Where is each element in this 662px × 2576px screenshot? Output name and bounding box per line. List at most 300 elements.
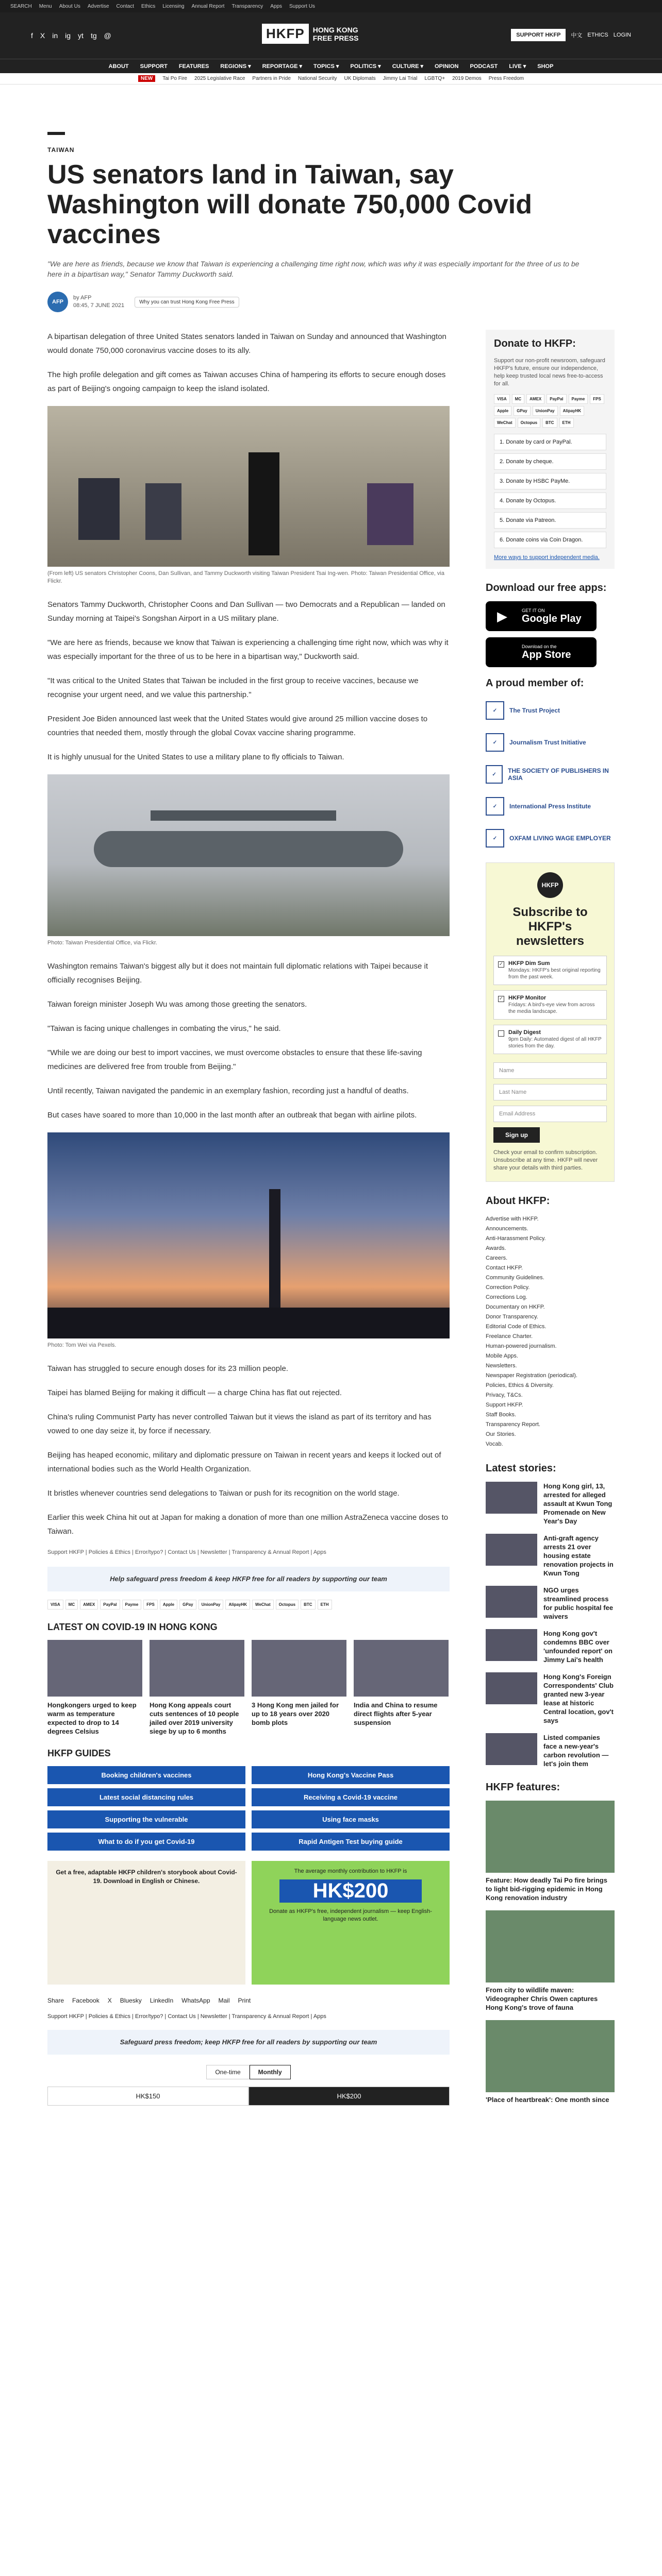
paragraph: It bristles whenever countries send delegations to Taiwan or push for its recognition on the world stage. <box>47 1489 400 1498</box>
payment-logo: Apple <box>494 406 511 416</box>
donate-option[interactable]: 1. Donate by card or PayPal. <box>494 434 606 450</box>
story-thumb <box>486 1733 537 1765</box>
title-rule <box>47 132 65 135</box>
about-link[interactable]: Newspaper Registration (periodical). <box>486 1372 577 1379</box>
feature-card[interactable] <box>486 2020 615 2104</box>
about-link[interactable]: Anti-Harassment Policy. <box>486 1235 546 1242</box>
safeguard-banner[interactable]: Safeguard press freedom; keep HKFP free for all readers by supporting our team <box>47 2030 450 2055</box>
plane-fuselage <box>94 831 403 867</box>
social-icon[interactable]: in <box>52 31 58 40</box>
nav-item[interactable]: FEATURES <box>178 63 209 70</box>
main-nav <box>0 59 662 73</box>
payment-logos <box>494 394 606 428</box>
freq-toggle <box>47 2065 450 2079</box>
donate-title: Donate to HKFP: <box>494 338 576 349</box>
app-store-button[interactable] <box>486 637 597 667</box>
about-link[interactable]: Contact HKFP. <box>486 1265 523 1271</box>
promo-title: The average monthly contribution to HKFP is <box>294 1868 407 1874</box>
amount-200[interactable]: HK$200 <box>249 2087 450 2106</box>
feature-title: 'Place of heartbreak': One month since <box>486 2096 609 2104</box>
donate-text: Support our non-profit newsroom, safeguard HKFP's future, ensure our independence, help keep trusted local news free-to-access for all. <box>494 358 605 387</box>
social-icon[interactable]: tg <box>90 31 97 40</box>
member-name: Journalism Trust Initiative <box>509 739 586 746</box>
covid-card[interactable] <box>354 1640 449 1736</box>
newsletter-desc: Fridays: A bird's-eye view from across the media landscape. <box>508 1002 595 1014</box>
paragraph: "While we are doing our best to import vaccines, we must overcome obstacles to ensure that these life-saving medicines are delivered free from trouble from Beijing." <box>47 1048 422 1071</box>
story-thumb <box>486 1534 537 1566</box>
topbar-link[interactable]: Support Us <box>289 3 316 9</box>
apple-big: App Store <box>522 649 571 660</box>
new-badge: NEW <box>138 75 155 82</box>
member-logo[interactable] <box>486 824 615 852</box>
about-list <box>486 1214 615 1449</box>
figure-3 <box>249 452 279 555</box>
payment-logo: Octopus <box>518 418 540 428</box>
about-link[interactable]: Transparency Report. <box>486 1421 540 1428</box>
google-big: Google Play <box>522 613 582 624</box>
paragraphs-c <box>47 959 450 1122</box>
freq-monthly[interactable]: Monthly <box>250 2065 291 2079</box>
payment-logo: BTC <box>542 418 557 428</box>
about-link[interactable]: Human-powered journalism. <box>486 1343 557 1349</box>
latest-story[interactable] <box>486 1586 615 1621</box>
guide-button[interactable]: Using face masks <box>252 1810 450 1828</box>
nav-item[interactable]: CULTURE ▾ <box>392 63 423 70</box>
nav-item[interactable]: REPORTAGE ▾ <box>262 63 303 70</box>
about-link[interactable]: Careers. <box>486 1255 508 1261</box>
donate-option[interactable]: 6. Donate coins via Coin Dragon. <box>494 532 606 548</box>
guide-button[interactable]: Hong Kong's Vaccine Pass <box>252 1766 450 1784</box>
latest-story[interactable] <box>486 1629 615 1664</box>
member-name: THE SOCIETY OF PUBLISHERS IN ASIA <box>508 767 609 782</box>
donate-option[interactable]: 4. Donate by Octopus. <box>494 493 606 509</box>
story-title: NGO urges streamlined process for public hospital fee waivers <box>543 1586 614 1620</box>
support-hkfp-button[interactable]: SUPPORT HKFP <box>511 29 566 41</box>
paragraph: It is highly unusual for the United States to use a military plane to fly officials to Taiwan. <box>47 753 344 761</box>
nav-item[interactable]: REGIONS ▾ <box>220 63 251 70</box>
sidebar <box>486 330 615 2112</box>
skyline <box>47 1308 450 1338</box>
about-link[interactable]: Announcements. <box>486 1226 528 1232</box>
share-link[interactable]: WhatsApp <box>181 1997 210 2004</box>
payment-logo: Payme <box>122 1600 142 1609</box>
paragraph: Washington remains Taiwan's biggest ally but it does not maintain full diplomatic relations with Taipei because it officially recognises Beijing. <box>47 962 428 985</box>
payment-logo: AlipayHK <box>225 1600 250 1609</box>
photo-taipei <box>47 1132 450 1338</box>
covid-card[interactable] <box>150 1640 244 1736</box>
payment-logos-inline <box>47 1600 450 1609</box>
payment-logo: GPay <box>179 1600 196 1609</box>
topbar-link[interactable]: Advertise <box>87 3 109 9</box>
about-link[interactable]: Correction Policy. <box>486 1284 530 1291</box>
newsletter-option[interactable] <box>493 1025 607 1054</box>
guide-button[interactable]: What to do if you get Covid-19 <box>47 1833 245 1851</box>
apple-small: Download on the <box>522 643 557 649</box>
paragraph: "We are here as friends, because we know that Taiwan is experiencing a challenging time right now, which was why it was especially important for the three of us to be here in a bipartisan way," Duckworth said. <box>47 638 449 661</box>
newsletter-note: Check your email to confirm subscription. Unsubscribe at any time. HKFP will never share your details with third parties. <box>493 1149 598 1171</box>
paragraph: Until recently, Taiwan navigated the pandemic in an exemplary fashion, recording just a handful of deaths. <box>47 1087 409 1095</box>
story-title: Anti-graft agency arrests 21 over housing estate renovation projects in Kwun Tong <box>543 1534 614 1577</box>
feature-thumb <box>486 1910 615 1982</box>
member-icon: ✓ <box>486 765 503 784</box>
about-link[interactable]: Support HKFP. <box>486 1402 523 1408</box>
about-link[interactable]: Community Guidelines. <box>486 1275 544 1281</box>
latest-story[interactable] <box>486 1672 615 1725</box>
payment-logo: AMEX <box>80 1600 98 1609</box>
member-name: International Press Institute <box>509 803 591 810</box>
share-link[interactable]: Mail <box>218 1997 230 2004</box>
lang-switch[interactable]: 中文 <box>571 32 583 39</box>
topbar-link[interactable]: Contact <box>116 3 134 9</box>
share-link[interactable]: Print <box>238 1997 251 2004</box>
header-actions <box>511 29 631 41</box>
donate-option[interactable]: 3. Donate by HSBC PayMe. <box>494 473 606 489</box>
guide-button[interactable]: Supporting the vulnerable <box>47 1810 245 1828</box>
trending-item[interactable]: UK Diplomats <box>344 76 376 81</box>
share-link[interactable]: Bluesky <box>120 1997 142 2004</box>
logo-line2: FREE PRESS <box>312 33 359 42</box>
covid-thumb <box>354 1640 449 1697</box>
category-label[interactable]: TAIWAN <box>47 146 75 154</box>
about-link[interactable]: Mobile Apps. <box>486 1353 518 1359</box>
site-header <box>0 12 662 59</box>
topbar-link[interactable]: Menu <box>39 3 52 9</box>
donate-options <box>494 434 606 548</box>
nav-item[interactable]: SUPPORT <box>140 63 168 70</box>
about-title: About HKFP: <box>486 1195 550 1207</box>
covid-card-title: Hong Kong appeals court cuts sentences of 10 people jailed over 2019 university siege by up to 6 months <box>150 1701 239 1735</box>
publish-date: 08:45, 7 JUNE 2021 <box>73 302 125 309</box>
payment-logo: VISA <box>47 1600 63 1609</box>
covid-card[interactable] <box>252 1640 346 1736</box>
topbar-link[interactable]: Apps <box>270 3 283 9</box>
about-link[interactable]: Our Stories. <box>486 1431 516 1437</box>
member-logo[interactable] <box>486 728 615 756</box>
share-link[interactable]: LinkedIn <box>150 1997 174 2004</box>
payment-logo: PayPal <box>547 394 566 404</box>
checkbox[interactable] <box>498 1030 504 1037</box>
article-body <box>47 330 450 2106</box>
nav-item[interactable]: POLITICS ▾ <box>350 63 381 70</box>
about-link[interactable]: Editorial Code of Ethics. <box>486 1324 547 1330</box>
apps-title: Download our free apps: <box>486 582 607 594</box>
about-link[interactable]: Advertise with HKFP. <box>486 1216 539 1222</box>
feature-card[interactable] <box>486 1910 615 2012</box>
topbar-link[interactable]: Annual Report <box>191 3 225 9</box>
member-logo[interactable] <box>486 760 615 788</box>
photo-plane <box>47 774 450 936</box>
member-title: A proud member of: <box>486 677 584 689</box>
payment-logo: FPS <box>143 1600 158 1609</box>
article-title: US senators land in Taiwan, say Washington will donate 750,000 Covid vaccines <box>47 160 533 249</box>
figure-1 <box>78 478 120 540</box>
bottom-footer-links[interactable]: Support HKFP | Policies & Ethics | Error/typo? | Contact Us | Newsletter | Transparency & Annual Report | Apps <box>47 2013 326 2020</box>
newsletter-option[interactable] <box>493 956 607 985</box>
trending-item[interactable]: 2019 Demos <box>452 76 482 81</box>
byline-text <box>73 294 124 310</box>
topbar-link[interactable]: Ethics <box>141 3 156 9</box>
storybook-promo[interactable]: Get a free, adaptable HKFP children's storybook about Covid-19. Download in English or Chinese. <box>47 1861 245 1985</box>
top-utility-bar <box>0 0 662 12</box>
topbar-link[interactable]: Transparency <box>231 3 263 9</box>
logo-box: HKFP <box>262 24 309 44</box>
payment-logo: Apple <box>160 1600 177 1609</box>
covid-thumb <box>252 1640 346 1697</box>
payment-logo: ETH <box>559 418 574 428</box>
member-logo[interactable] <box>486 697 615 724</box>
about-link[interactable]: Policies, Ethics & Diversity. <box>486 1382 554 1388</box>
figure-4 <box>367 483 413 545</box>
plane-wing <box>151 810 336 821</box>
newsletter-box <box>486 862 615 1182</box>
payment-logo: AMEX <box>526 394 544 404</box>
payment-logo: VISA <box>494 394 510 404</box>
contribution-promo[interactable] <box>252 1861 450 1985</box>
latest-story[interactable] <box>486 1733 615 1768</box>
paragraph: Senators Tammy Duckworth, Christopher Coons and Dan Sullivan — two Democrats and a Republican — landed on Sunday morning at Taipei's Songshan Airport in a US military plane. <box>47 600 445 623</box>
story-title: Listed companies face a new-year's carbon revolution — let's join them <box>543 1734 609 1768</box>
paragraphs-b <box>47 598 450 764</box>
latest-title: Latest stories: <box>486 1463 556 1474</box>
paragraph: "It was critical to the United States that Taiwan be included in the first group to receive vaccines, because we recognise your urgent need, and we value this partnership." <box>47 676 419 699</box>
covid-grid <box>47 1640 450 1736</box>
about-link[interactable]: Corrections Log. <box>486 1294 527 1300</box>
story-title: Hong Kong gov't condemns BBC over 'unfounded report' on Jimmy Lai's health <box>543 1630 613 1664</box>
paragraph: Beijing has heaped economic, military and diplomatic pressure on Taiwan in recent years and keeps it locked out of international bodies such as the World Health Organization. <box>47 1451 441 1473</box>
checkbox[interactable]: ✓ <box>499 996 504 1002</box>
topbar-link[interactable]: Licensing <box>162 3 185 9</box>
nav-item[interactable]: LIVE ▾ <box>509 63 526 70</box>
payment-logo: GPay <box>514 406 530 416</box>
newsletter-option[interactable] <box>493 990 607 1020</box>
about-link[interactable]: Awards. <box>486 1245 506 1251</box>
guide-button[interactable]: Rapid Antigen Test buying guide <box>252 1833 450 1851</box>
member-icon: ✓ <box>486 797 504 816</box>
topbar-link[interactable]: SEARCH <box>10 3 32 9</box>
nav-item[interactable]: TOPICS ▾ <box>313 63 339 70</box>
checkbox[interactable]: ✓ <box>499 961 504 967</box>
trending-nav <box>0 73 662 84</box>
freq-once[interactable]: One-time <box>206 2065 249 2079</box>
share-link[interactable]: Facebook <box>72 1997 100 2004</box>
features-list <box>486 1801 615 2104</box>
payment-logo: Octopus <box>276 1600 299 1609</box>
latest-story[interactable] <box>486 1482 615 1526</box>
payment-logo: ETH <box>318 1600 332 1609</box>
promo-row <box>47 1861 450 1985</box>
member-icon: ✓ <box>486 733 504 752</box>
feature-card[interactable] <box>486 1801 615 1902</box>
guide-button[interactable]: Booking children's vaccines <box>47 1766 245 1784</box>
caption-2: Photo: Taiwan Presidential Office, via Flickr. <box>47 940 157 946</box>
nav-item[interactable]: ABOUT <box>108 63 129 70</box>
about-link[interactable]: Staff Books. <box>486 1412 517 1418</box>
trending-item[interactable]: Tai Po Fire <box>162 76 187 81</box>
newsletter-name: HKFP Monitor <box>508 995 547 1001</box>
payment-logo: Payme <box>569 394 588 404</box>
newsletter-name: Daily Digest <box>508 1029 541 1036</box>
latest-story[interactable] <box>486 1534 615 1578</box>
author-name[interactable]: by AFP <box>73 295 92 301</box>
trending-item[interactable]: LGBTQ+ <box>424 76 445 81</box>
content-area <box>47 330 615 2576</box>
paragraph: The high profile delegation and gift comes as Taiwan accuses China of hampering its efforts to secure enough doses as part of Beijing's ongoing campaign to keep the island isolated. <box>47 370 446 393</box>
caption-3: Photo: Tom Wei via Pexels. <box>47 1342 117 1348</box>
google-small: GET IT ON <box>522 607 545 613</box>
newsletter-logo: HKFP <box>537 872 563 898</box>
help-banner[interactable]: Help safeguard press freedom & keep HKFP free for all readers by supporting our team <box>47 1567 450 1591</box>
logo-text <box>313 26 359 42</box>
member-name: OXFAM LIVING WAGE EMPLOYER <box>509 835 611 842</box>
paragraph: Taipei has blamed Beijing for making it difficult — a charge China has flat out rejected. <box>47 1388 342 1397</box>
newsletter-desc: 9pm Daily: Automated digest of all HKFP stories from the day. <box>508 1037 602 1049</box>
trust-button[interactable]: Why you can trust Hong Kong Free Press <box>135 297 239 308</box>
donate-option[interactable]: 5. Donate via Patreon. <box>494 512 606 529</box>
covid-card-title: India and China to resume direct flights after 5-year suspension <box>354 1701 438 1726</box>
story-thumb <box>486 1482 537 1514</box>
story-thumb <box>486 1672 537 1704</box>
payment-logo: WeChat <box>494 418 516 428</box>
more-ways-link[interactable]: More ways to support independent media. <box>494 554 600 561</box>
share-link[interactable]: Share <box>47 1997 64 2004</box>
social-icon[interactable]: yt <box>78 31 84 40</box>
member-icon: ✓ <box>486 829 504 848</box>
newsletter-input[interactable]: Name <box>493 1062 607 1079</box>
story-thumb <box>486 1629 537 1661</box>
trending-items <box>162 76 524 81</box>
article-lede: "We are here as friends, because we know that Taiwan is experiencing a challenging time right now, which was why it was especially important for the three of us to be here in a bipartisan way," Senator Tammy Duckworth said. <box>47 260 580 278</box>
covid-card[interactable] <box>47 1640 142 1736</box>
covid-thumb <box>47 1640 142 1697</box>
amount-150[interactable]: HK$150 <box>47 2087 249 2106</box>
member-name: The Trust Project <box>509 707 560 714</box>
nav-item[interactable]: PODCAST <box>470 63 498 70</box>
social-icon[interactable]: X <box>40 31 45 40</box>
paragraph: But cases have soared to more than 10,000 in the last month after an outbreak that began with airline pilots. <box>47 1111 417 1120</box>
figure-2 <box>145 483 181 540</box>
covid-title: LATEST ON COVID-19 IN HONG KONG <box>47 1622 218 1632</box>
paragraph: Taiwan has struggled to secure enough doses for its 23 million people. <box>47 1364 288 1373</box>
guides-grid <box>47 1766 450 1851</box>
ethics-link[interactable]: ETHICS <box>587 32 608 38</box>
payment-logo: MC <box>512 394 524 404</box>
share-link[interactable]: X <box>107 1997 112 2004</box>
topbar-link[interactable]: About Us <box>59 3 80 9</box>
feature-title: From city to wildlife maven: Videographer Chris Owen captures Hong Kong's trove of fauna <box>486 1986 598 2011</box>
caption-1: (From left) US senators Christopher Coons, Dan Sullivan, and Tammy Duckworth visiting Taiwan President Tsai Ing-wen. Photo: Taiwan Presidential Office, via Flickr. <box>47 570 444 584</box>
member-icon: ✓ <box>486 701 504 720</box>
promo-amount: HK$200 <box>279 1879 422 1903</box>
nav-item[interactable]: SHOP <box>537 63 554 70</box>
feature-thumb <box>486 2020 615 2092</box>
paragraph: "Taiwan is facing unique challenges in combating the virus," he said. <box>47 1024 281 1033</box>
paragraph: A bipartisan delegation of three United States senators landed in Taiwan on Sunday and announced that Washington would donate 750,000 coronavirus vaccine doses to its ally. <box>47 332 446 355</box>
logo-line1: HONG KONG <box>312 25 358 34</box>
guide-button[interactable]: Latest social distancing rules <box>47 1788 245 1806</box>
social-links <box>31 31 111 40</box>
covid-card-title: 3 Hong Kong men jailed for up to 18 years over 2020 bomb plots <box>252 1701 339 1726</box>
features-title: HKFP features: <box>486 1782 560 1793</box>
story-title: Hong Kong girl, 13, arrested for alleged assault at Kwun Tong Promenade on New Year's Day <box>543 1482 613 1525</box>
trending-item[interactable]: Press Freedom <box>488 76 524 81</box>
member-list <box>486 697 615 852</box>
payment-logo: AlipayHK <box>560 406 585 416</box>
covid-card-title: Hongkongers urged to keep warm as temperature expected to drop to 14 degrees Celsius <box>47 1701 137 1735</box>
share-bar <box>47 1997 450 2004</box>
latest-stories <box>486 1482 615 1768</box>
payment-logo: UnionPay <box>198 1600 224 1609</box>
about-link[interactable]: Newsletters. <box>486 1363 517 1369</box>
site-logo[interactable] <box>262 24 358 44</box>
trending-item[interactable]: Partners in Pride <box>252 76 291 81</box>
google-play-button[interactable] <box>486 601 597 631</box>
about-link[interactable]: Donor Transparency. <box>486 1314 538 1320</box>
paragraph: China's ruling Communist Party has never controlled Taiwan but it views the island as part of its territory and has vowed to one day seize it, by force if necessary. <box>47 1413 432 1435</box>
paragraphs-d <box>47 1362 450 1538</box>
about-link[interactable]: Freelance Charter. <box>486 1333 533 1340</box>
payment-logo: WeChat <box>252 1600 274 1609</box>
paragraph: Earlier this week China hit out at Japan for making a donation of more than one million AstraZeneca vaccine doses to Taiwan. <box>47 1513 449 1536</box>
story-thumb <box>486 1586 537 1618</box>
signup-button[interactable]: Sign up <box>493 1127 540 1143</box>
byline <box>47 292 615 312</box>
play-icon: ▶ <box>497 608 507 624</box>
about-link[interactable]: Privacy, T&Cs. <box>486 1392 523 1398</box>
story-title: Hong Kong's Foreign Correspondents' Club granted new 3-year lease at historic Central location, gov't says <box>543 1673 614 1724</box>
social-icon[interactable]: ig <box>65 31 71 40</box>
donate-box <box>486 330 615 569</box>
author-avatar: AFP <box>47 292 68 312</box>
payment-logo: MC <box>65 1600 78 1609</box>
nav-item[interactable]: OPINION <box>435 63 459 70</box>
paragraphs-a <box>47 330 450 396</box>
paragraph: President Joe Biden announced last week that the United States would give around 25 million vaccine doses to countries that needed them, mostly through the global Covax vaccine sharing programme. <box>47 715 428 737</box>
social-icon[interactable]: f <box>31 31 33 40</box>
payment-logo: UnionPay <box>533 406 558 416</box>
feature-thumb <box>486 1801 615 1873</box>
login-link[interactable]: LOGIN <box>613 32 631 38</box>
about-link[interactable]: Documentary on HKFP. <box>486 1304 545 1310</box>
donate-option[interactable]: 2. Donate by cheque. <box>494 453 606 470</box>
newsletter-input[interactable]: Last Name <box>493 1084 607 1100</box>
guides-title: HKFP GUIDES <box>47 1748 111 1758</box>
page-wrap <box>47 132 615 2576</box>
article-footer-links[interactable]: Support HKFP | Policies & Ethics | Error/typo? | Contact Us | Newsletter | Transparency & Annual Report | Apps <box>47 1549 326 1555</box>
newsletter-fields <box>493 1062 607 1122</box>
amount-row <box>47 2087 450 2106</box>
member-logo[interactable] <box>486 792 615 820</box>
newsletter-options <box>493 956 607 1054</box>
newsletter-input[interactable]: Email Address <box>493 1106 607 1122</box>
trending-item[interactable]: National Security <box>297 76 337 81</box>
promo-text: Donate as HKFP's free, independent journalism — keep English-language news outlet. <box>269 1908 432 1922</box>
trending-item[interactable]: Jimmy Lai Trial <box>383 76 418 81</box>
newsletter-name: HKFP Dim Sum <box>508 960 550 967</box>
payment-logo: BTC <box>301 1600 315 1609</box>
payment-logo: FPS <box>590 394 604 404</box>
social-icon[interactable]: @ <box>104 31 111 40</box>
guide-button[interactable]: Receiving a Covid-19 vaccine <box>252 1788 450 1806</box>
paragraph: Taiwan foreign minister Joseph Wu was among those greeting the senators. <box>47 1000 307 1009</box>
trending-item[interactable]: 2025 Legislative Race <box>194 76 245 81</box>
payment-logo: PayPal <box>100 1600 120 1609</box>
newsletter-desc: Mondays: HKFP's best original reporting from the past week. <box>508 968 601 980</box>
covid-thumb <box>150 1640 244 1697</box>
photo-senators <box>47 406 450 567</box>
newsletter-title: Subscribe to HKFP's newsletters <box>512 905 588 948</box>
about-link[interactable]: Vocab. <box>486 1441 503 1447</box>
feature-title: Feature: How deadly Tai Po fire brings to light bid-rigging epidemic in Hong Kong renovation industry <box>486 1876 607 1902</box>
